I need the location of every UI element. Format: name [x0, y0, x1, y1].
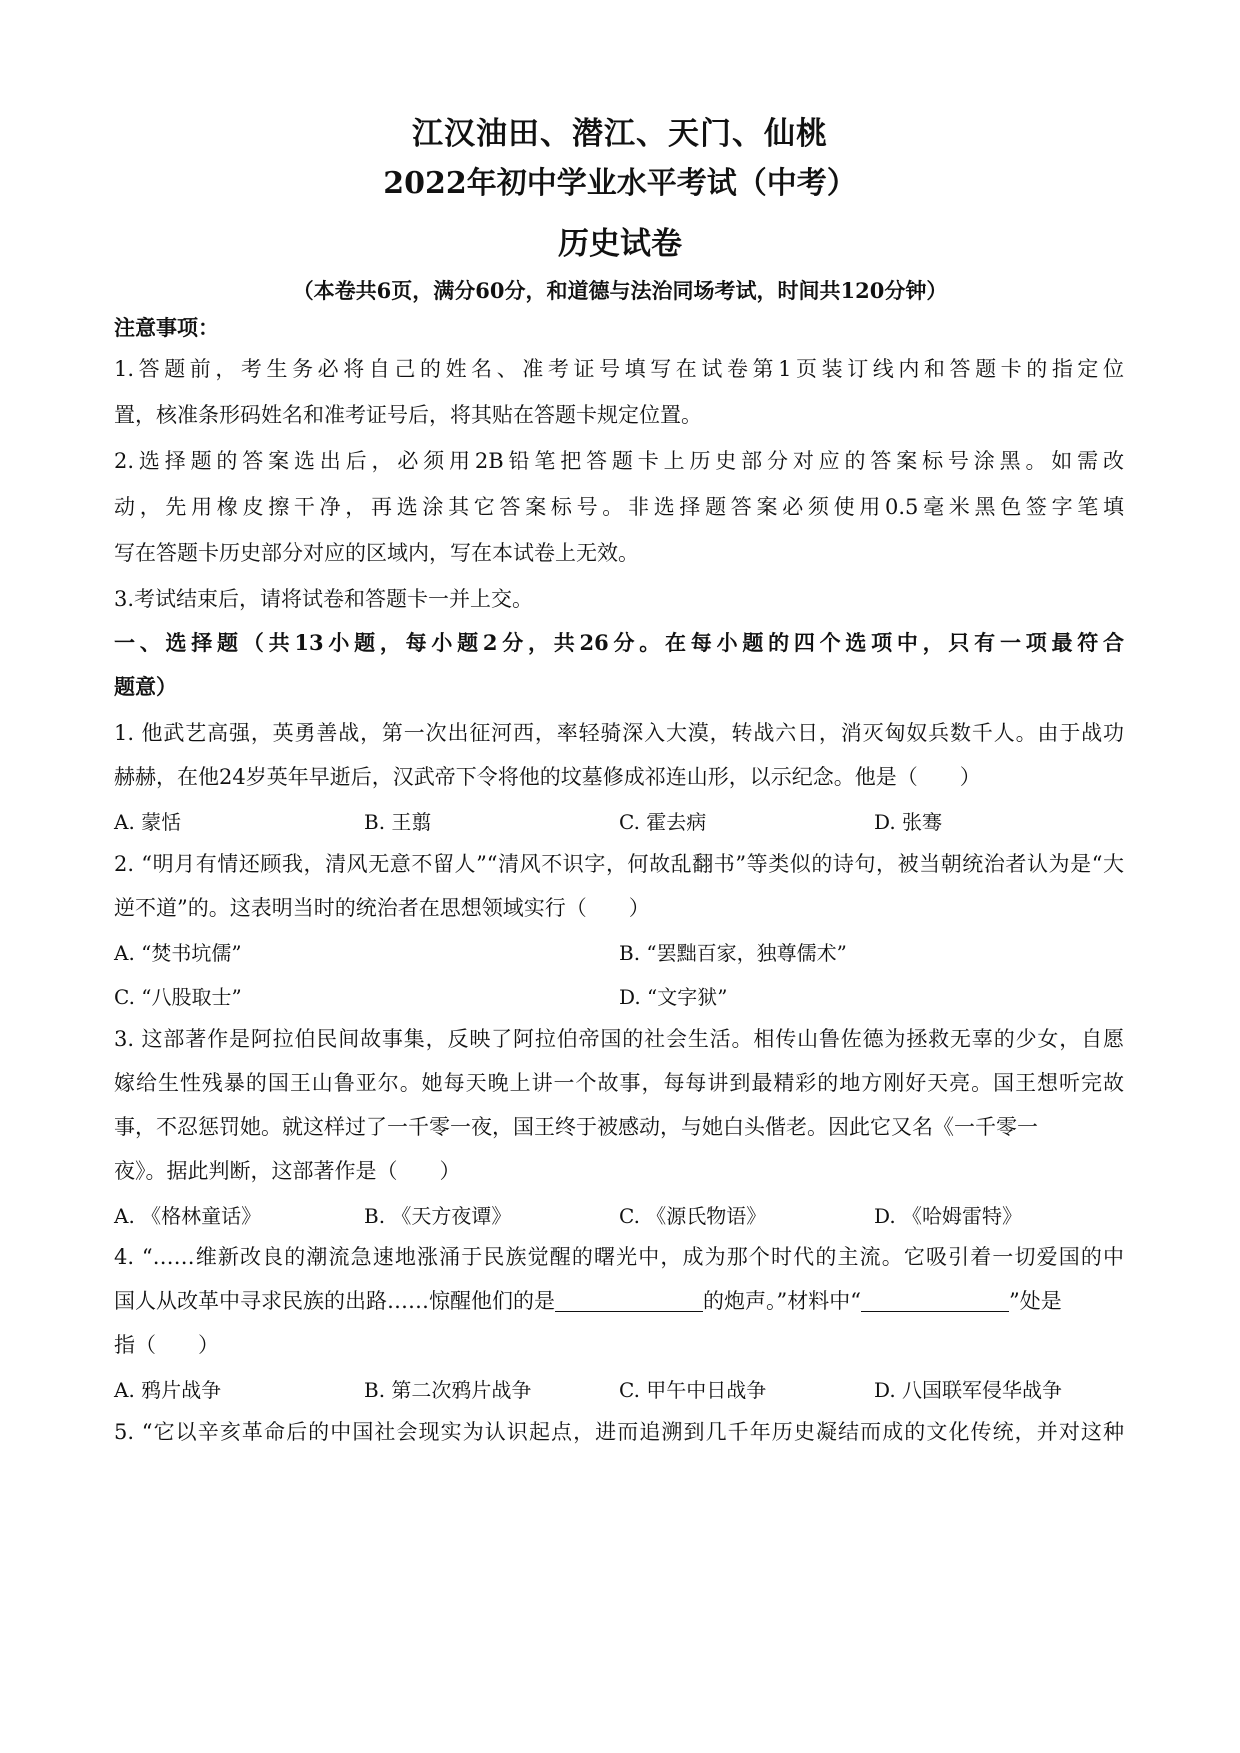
q1-option-d: D. 张骞 [874, 810, 943, 834]
q3-option-b: B. 《天方夜谭》 [364, 1204, 512, 1228]
q4-option-a: A. 鸦片战争 [114, 1378, 222, 1402]
question-3-text: 事，不忍惩罚她。就这样过了一千零一夜，国王终于被感动，与她白头偕老。因此它又名《一千零一 [114, 1115, 1038, 1139]
q2-option-d: D. “文字狱” [619, 985, 728, 1009]
q2-option-c: C. “八股取士” [114, 985, 242, 1009]
q4-option-b: B. 第二次鸦片战争 [364, 1378, 532, 1402]
exam-year-title: 2022年初中学业水平考试（中考） [383, 166, 857, 201]
section-heading: 一、选择题（共13小题，每小题2分，共26分。在每小题的四个选项中，只有一项最符合 [114, 630, 1124, 655]
exam-region-title: 江汉油田、潜江、天门、仙桃 [412, 116, 828, 152]
section-heading-cont: 题意） [114, 674, 177, 699]
subject-title: 历史试卷 [558, 226, 682, 262]
q4-option-d: D. 八国联军侵华战争 [874, 1378, 1063, 1402]
question-1-text: 赫赫，在他24岁英年早逝后，汉武帝下令将他的坟墓修成祁连山形，以示纪念。他是（ ） [114, 765, 981, 789]
q2-option-b: B. “罢黜百家，独尊儒术” [619, 941, 847, 965]
question-5-text: 5. “它以辛亥革命后的中国社会现实为认识起点，进而追溯到几千年历史凝结而成的文化传统，并对这种 [114, 1420, 1124, 1444]
question-4-text: 指（ ） [114, 1333, 219, 1357]
q1-option-a: A. 蒙恬 [114, 810, 182, 834]
notice-heading: 注意事项： [114, 315, 219, 340]
notice-line: 写在答题卡历史部分对应的区域内，写在本试卷上无效。 [114, 541, 639, 565]
notice-line: 1.答题前，考生务必将自己的姓名、准考证号填写在试卷第1页装订线内和答题卡的指定位 [114, 357, 1124, 381]
question-1-text: 1. 他武艺高强，英勇善战，第一次出征河西，率轻骑深入大漠，转战六日，消灭匈奴兵数千人。由于战功 [114, 721, 1124, 745]
notice-line: 2.选择题的答案选出后，必须用2B铅笔把答题卡上历史部分对应的答案标号涂黑。如需改 [114, 449, 1124, 473]
q1-option-b: B. 王翦 [364, 810, 432, 834]
question-4-segment: 国人从改革中寻求民族的出路……惊醒他们的是 [114, 1289, 555, 1313]
question-4-text: 4. “……维新改良的潮流急速地涨涌于民族觉醒的曙光中，成为那个时代的主流。它吸引着一切爱国的中 [114, 1245, 1124, 1269]
question-4-segment: 的炮声。”材料中“ [703, 1289, 861, 1313]
q3-option-c: C. 《源氏物语》 [619, 1204, 767, 1228]
question-3-text: 3. 这部著作是阿拉伯民间故事集，反映了阿拉伯帝国的社会生活。相传山鲁佐德为拯救无辜的少女，自愿 [114, 1027, 1124, 1051]
q4-option-c: C. 甲午中日战争 [619, 1378, 767, 1402]
notice-line: 动，先用橡皮擦干净，再选涂其它答案标号。非选择题答案必须使用0.5毫米黑色签字笔填 [114, 495, 1124, 519]
question-2-text: 2. “明月有情还顾我，清风无意不留人”“清风不识字，何故乱翻书”等类似的诗句，被当朝统治者认为是“大 [114, 852, 1124, 876]
q2-option-a: A. “焚书坑儒” [114, 941, 242, 965]
notice-line: 置，核准条形码姓名和准考证号后，将其贴在答题卡规定位置。 [114, 403, 702, 427]
notice-line: 3.考试结束后，请将试卷和答题卡一并上交。 [114, 587, 534, 611]
question-3-text: 夜》。据此判断，这部著作是（ ） [114, 1159, 461, 1183]
q1-option-c: C. 霍去病 [619, 810, 707, 834]
question-4-segment: ”处是 [1008, 1289, 1062, 1313]
question-2-text: 逆不道”的。这表明当时的统治者在思想领域实行（ ） [114, 896, 650, 920]
fill-blank [861, 1289, 1009, 1312]
q3-option-d: D. 《哈姆雷特》 [874, 1204, 1023, 1228]
q3-option-a: A. 《格林童话》 [114, 1204, 262, 1228]
question-4-text [114, 1286, 1062, 1316]
question-3-text: 嫁给生性残暴的国王山鲁亚尔。她每天晚上讲一个故事，每每讲到最精彩的地方刚好天亮。国王想听完故 [114, 1071, 1124, 1095]
exam-info: （本卷共6页，满分60分，和道德与法治同场考试，时间共120分钟） [292, 278, 948, 303]
fill-blank [555, 1289, 703, 1312]
